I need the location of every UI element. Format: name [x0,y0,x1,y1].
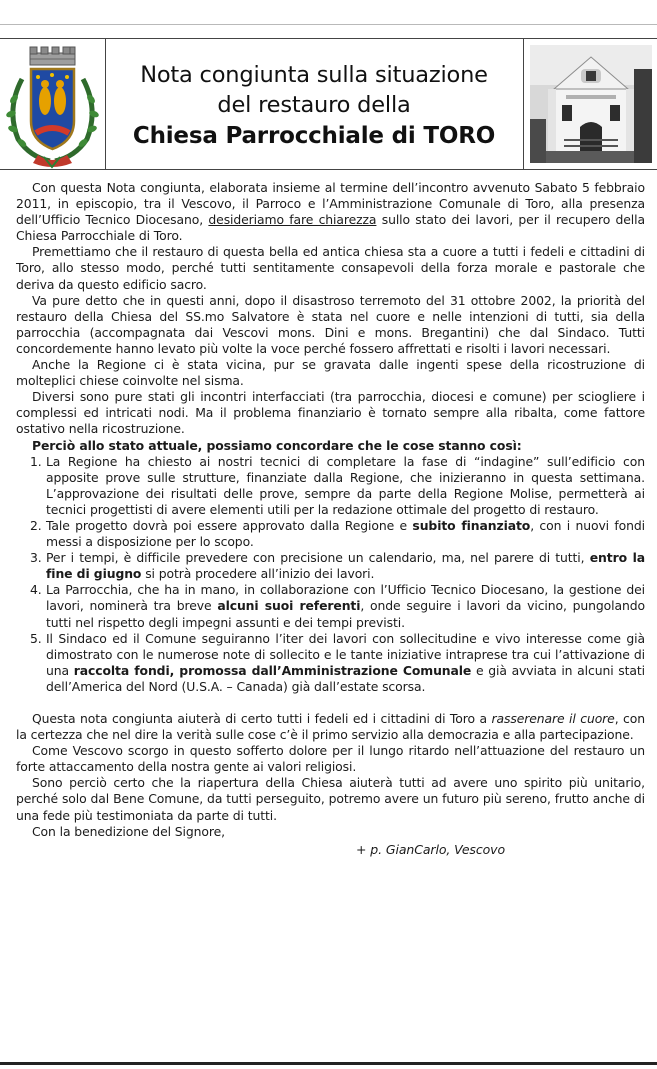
paragraph-4: Anche la Regione ci è stata vicina, pur se gravata dalle ingenti spese della ricostruzione di molteplici chiese coinvolte nel sisma. [16,357,645,389]
list-item: 1. La Regione ha chiesto ai nostri tecnici di completare la fase di “indagine” sull’edificio con apposite prove sulle strutture, finanziate dalla Regione, che inizieranno in questa settimana. L’approvazione dei risultati delle prove, sempre da parte della Regione Molise, permetterà ai tecnici progettisti di avere elementi utili per la redazione ottimale del progetto di restauro. [30,453,645,517]
title-line-1: Nota congiunta sulla situazione [140,62,488,88]
underlined-phrase: desideriamo fare chiarezza [208,212,377,228]
paragraph-2: Premettiamo che il restauro di questa bella ed antica chiesa sta a cuore a tutti i fedeli e cittadini di Toro, allo stesso modo, perché tutti sentitamente consapevoli della forza morale e pastorale che deriva da questo edificio sacro. [16,244,645,292]
top-rule [0,24,657,25]
document-header [0,38,657,170]
paragraph-1: Con questa Nota congiunta, elaborata insieme al termine dell’incontro avvenuto Sabato 5 febbraio 2011, in episcopio, tra il Vescovo, il Parroco e l’Amministrazione Comunale di Toro, alla presenza dell’Ufficio Tecnico Diocesano, desideriamo fare chiarezza sullo stato dei lavori, per il recupero della Chiesa Parrocchiale di Toro. [16,180,645,244]
coat-of-arms-icon [0,39,105,169]
church-facade-icon [524,39,657,169]
title-line-2: del restauro della [217,92,411,118]
list-heading: Perciò allo stato attuale, possiamo concordare che le cose stanno così: [32,437,522,453]
header-right-cell [523,39,657,169]
paragraph-5: Diversi sono pure stati gli incontri interfacciati (tra parrocchia, diocesi e comune) per sciogliere i complessi ed intricati nodi. Ma il problema finanziario è tornato sempre alla ribalta, come fattore ostativo nella ricostruzione. [16,389,645,437]
list-item: 2. Tale progetto dovrà poi essere approvato dalla Regione e subito finanziato, con i nuovi fondi messi a disposizione per lo scopo. [30,517,645,550]
list-item: 3. Per i tempi, è difficile prevedere con precisione un calendario, ma, nel parere di tutti, entro la fine di giugno si potrà procedere all’inizio dei lavori. [30,550,645,582]
header-left-cell [0,39,106,169]
document-body [16,180,645,858]
paragraph-9: Con la benedizione del Signore, [32,823,225,839]
numbered-list [16,454,645,695]
paragraph-gap [16,695,645,711]
header-title-cell [105,39,523,169]
list-item: 5. Il Sindaco ed il Comune seguiranno l’iter dei lavori con sollecitudine e vivo interesse come già dimostrato con le numerose note di sollecito e le tante iniziative intraprese tra cui l’attivazione di una raccolta fondi, promossa dall’Amministrazione Comunale e già avviata in alcuni stati dell’America del Nord (U.S.A. – Canada) già dall’estate scorsa. [30,630,646,694]
list-item: 4. La Parrocchia, che ha in mano, in collaborazione con l’Ufficio Tecnico Diocesano, la gestione dei lavori, nominerà tra breve alcuni suoi referenti, onde seguire i lavori da vicino, pungolando tutti nel rispetto degli impegni assunti e dei tempi previsti. [30,582,645,630]
paragraph-8: Sono perciò certo che la riapertura della Chiesa aiuterà tutti ad avere uno spirito più unitario, perché solo dal Bene Comune, da tutti perseguito, potremo avere un futuro più sereno, frutto anche di una fede più testimoniata da parte di tutti. [16,775,645,823]
paragraph-3: Va pure detto che in questi anni, dopo il disastroso terremoto del 31 ottobre 2002, la priorità del restauro della Chiesa del SS.mo Salvatore è stata nel cuore e nelle intenzioni di tutti, sia della parrocchia (accompagnata dai Vescovi mons. Dini e mons. Bregantini) che dal Sindaco. Tutti concordemente hanno levato più volte la voce perché fossero affrettati e risolti i lavori necessari. [16,292,645,356]
bottom-rule [0,1062,657,1065]
signature: + p. GianCarlo, Vescovo [356,841,505,857]
paragraph-6: Questa nota congiunta aiuterà di certo tutti i fedeli ed i cittadini di Toro a rasserenare il cuore, con la certezza che nel dire la verità sulle cose c’è il primo servizio alla democrazia e alla partecipazione. [16,711,646,743]
title-line-3: Chiesa Parrocchiale di TORO [132,123,496,149]
paragraph-7: Come Vescovo scorgo in questo sofferto dolore per il lungo ritardo nell’attuazione del restauro un forte attaccamento della nostra gente ai valori religiosi. [16,743,645,775]
